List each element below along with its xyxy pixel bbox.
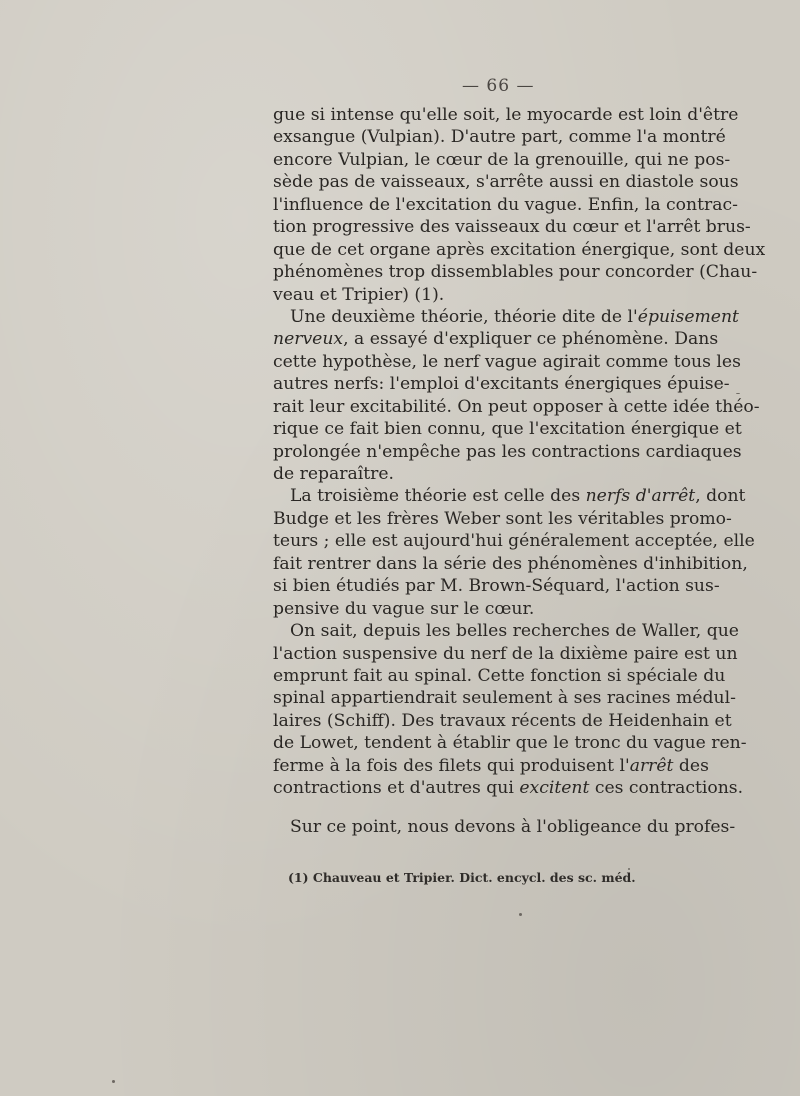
text-line: Budge et les frères Weber sont les véritables promo- <box>273 508 732 529</box>
paper-speck <box>736 393 740 394</box>
paragraph <box>273 620 747 800</box>
paper-speck <box>519 913 522 916</box>
paragraph <box>273 306 760 486</box>
text-line: spinal appartiendrait seulement à ses racines médul- <box>273 688 736 709</box>
text-line: de Lowet, tendent à établir que le tronc du vague ren- <box>273 733 747 754</box>
text-line: cette hypothèse, le nerf vague agirait comme tous les <box>273 351 741 372</box>
text-line: tion progressive des vaisseaux du cœur et l'arrêt brus- <box>273 217 751 238</box>
text-run: Une deuxième théorie, théorie dite de l' <box>290 306 638 327</box>
text-line: veau et Tripier) (1). <box>273 284 445 305</box>
text-run: contractions et d'autres qui <box>273 778 520 799</box>
text-line <box>273 777 744 799</box>
text-line: encore Vulpian, le cœur de la grenouille, qui ne pos- <box>273 149 731 170</box>
body-text <box>273 104 766 838</box>
text-line: On sait, depuis les belles recherches de Waller, que <box>290 621 739 642</box>
text-run: des <box>673 755 709 776</box>
text-line: rique ce fait bien connu, que l'excitation énergique et <box>273 419 742 440</box>
text-line: phénomènes trop dissemblables pour concorder (Chau- <box>273 262 758 283</box>
page-number: — 66 — <box>462 76 535 96</box>
text-line: prolongée n'empêche pas les contractions cardiaques <box>273 441 742 462</box>
footnote: (1) Chauveau et Tripier. Dict. encycl. des sc. méd. <box>288 870 636 885</box>
text-line: gue si intense qu'elle soit, le myocarde est loin d'être <box>273 105 739 125</box>
text-line: que de cet organe après excitation énergique, sont deux <box>273 239 766 260</box>
italic-term: arrêt <box>629 755 674 776</box>
text-line: autres nerfs: l'emploi d'excitants énergiques épuise- <box>273 374 730 395</box>
text-line <box>273 328 719 350</box>
paragraph <box>273 485 755 620</box>
italic-term: nerfs d'arrêt <box>585 486 696 507</box>
paragraph <box>273 816 736 838</box>
text-line: si bien étudiés par M. Brown-Séquard, l'action sus- <box>273 576 720 597</box>
text-line: pensive du vague sur le cœur. <box>273 598 535 619</box>
text-line: rait leur excitabilité. On peut opposer à cette idée théo- <box>273 396 760 417</box>
italic-term: nerveux <box>273 329 344 350</box>
text-line <box>273 306 739 328</box>
paragraph <box>273 104 766 306</box>
text-run: La troisième théorie est celle des <box>290 486 586 507</box>
text-run: , a essayé d'expliquer ce phénomène. Dans <box>343 329 719 350</box>
text-line <box>273 755 709 777</box>
text-line: laires (Schiff). Des travaux récents de Heidenhain et <box>273 710 732 731</box>
text-line: l'influence de l'excitation du vague. Enfin, la contrac- <box>273 194 738 215</box>
text-run: ferme à la fois des filets qui produisent l' <box>273 755 630 776</box>
italic-term: excitent <box>519 778 590 799</box>
text-line: l'action suspensive du nerf de la dixième paire est un <box>273 643 738 664</box>
text-line: de reparaître. <box>273 464 394 484</box>
text-line: exsangue (Vulpian). D'autre part, comme l'a montré <box>273 127 726 148</box>
text-run: , dont <box>695 486 746 507</box>
text-line: teurs ; elle est aujourd'hui généralement acceptée, elle <box>273 531 755 552</box>
paper-speck <box>112 1080 115 1083</box>
text-line: fait rentrer dans la série des phénomènes d'inhibition, <box>273 553 748 574</box>
text-line: emprunt fait au spinal. Cette fonction si spéciale du <box>273 665 726 686</box>
text-line: Sur ce point, nous devons à l'obligeance du profes- <box>290 816 736 837</box>
text-run: ces contractions. <box>589 778 744 799</box>
italic-term: épuisement <box>637 306 739 327</box>
text-line: sède pas de vaisseaux, s'arrête aussi en diastole sous <box>273 172 739 193</box>
text-line <box>273 485 746 507</box>
